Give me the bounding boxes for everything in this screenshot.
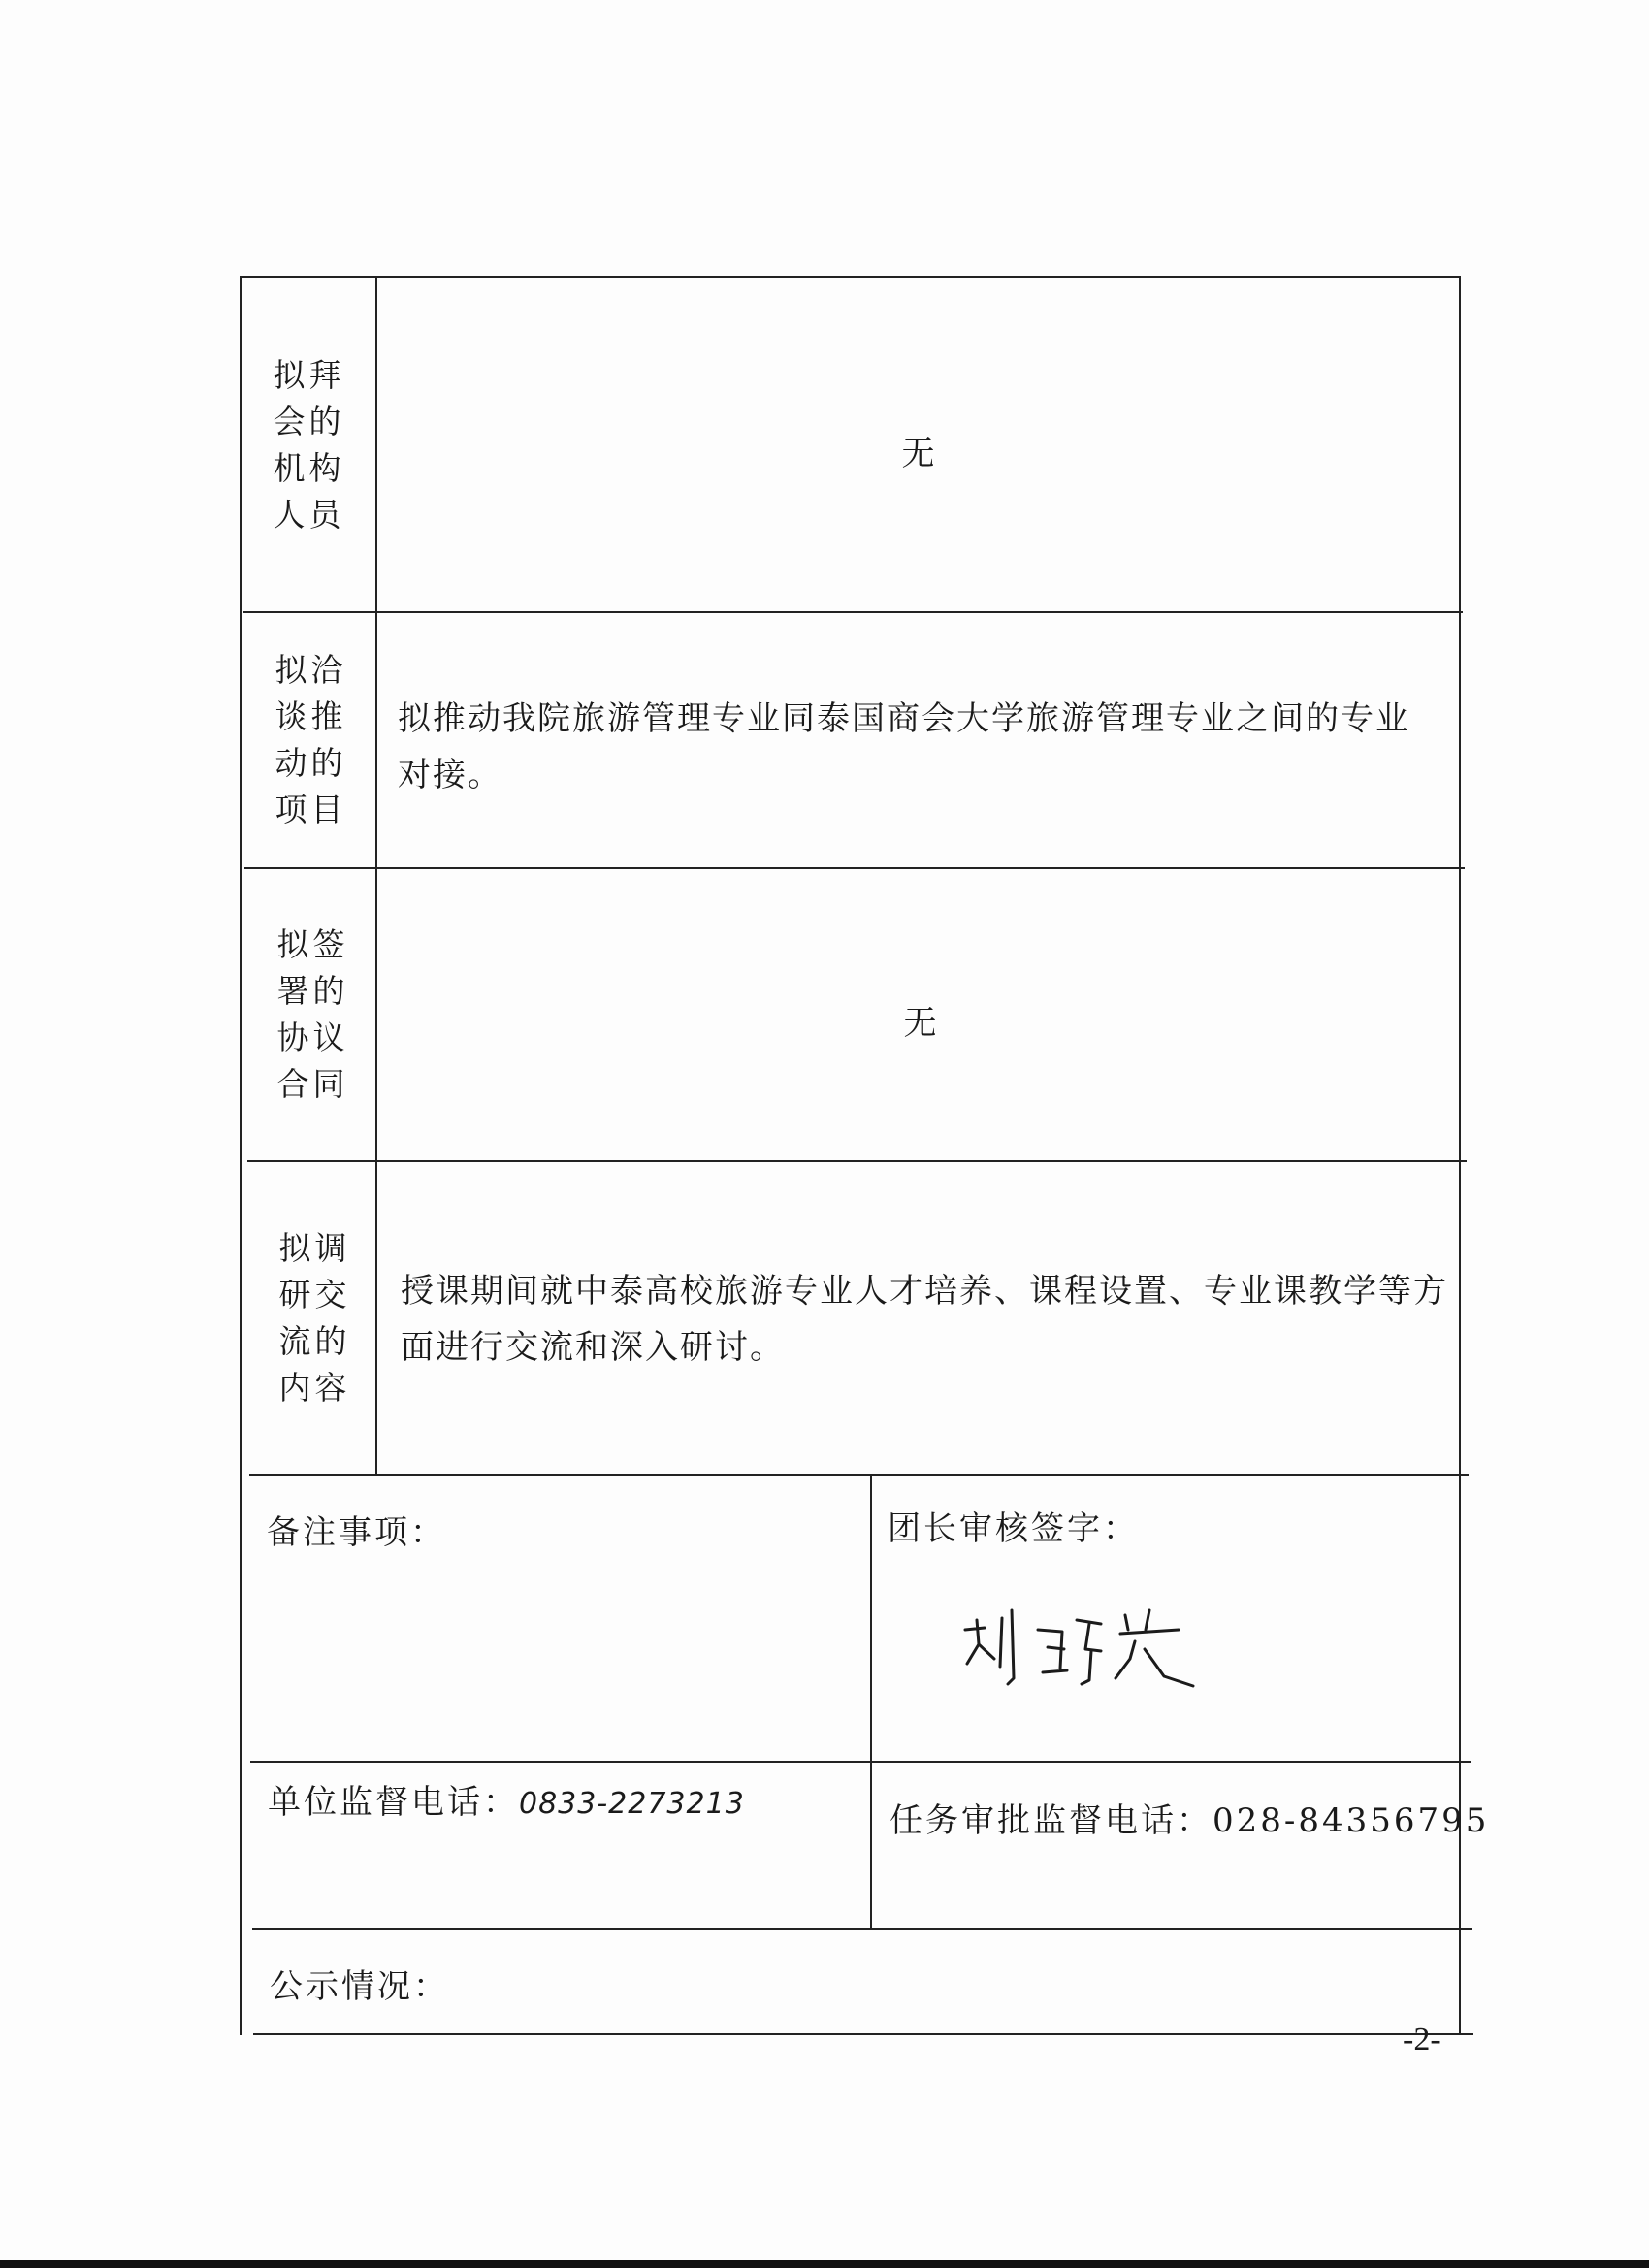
row-content-visit: 无 — [901, 435, 935, 473]
table-bottom-border — [253, 2033, 1473, 2035]
row-label-text: 拟洽谈推动的项目 — [275, 651, 347, 828]
leader-sign-label: 团长审核签字： — [888, 1509, 1139, 1548]
middle-column-divider — [870, 1474, 872, 1930]
remarks-label: 备注事项： — [267, 1513, 446, 1552]
row-divider-3 — [247, 1160, 1467, 1162]
row-divider-2 — [244, 867, 1465, 869]
row-label-text: 拟签署的协议合同 — [276, 925, 349, 1103]
row-label-agreement — [246, 869, 379, 1160]
row-label-project — [244, 613, 377, 867]
approval-phone-label: 任务审批监督电话： — [889, 1801, 1212, 1840]
table-right-border — [1459, 276, 1461, 2035]
row-divider-5 — [250, 1761, 1471, 1763]
row-divider-6 — [252, 1928, 1472, 1930]
row-content-research: 授课期间就中泰高校旅游专业人才培养、课程设置、专业课教学等方面进行交流和深入研讨。 — [401, 1272, 1448, 1367]
approval-phone-value: 028-84356795 — [1212, 1801, 1490, 1840]
unit-phone-label: 单位监督电话： — [268, 1783, 519, 1822]
row-content-agreement: 无 — [903, 1004, 937, 1043]
row-content-project: 拟推动我院旅游管理专业同泰国商会大学旅游管理专业之间的专业对接。 — [398, 699, 1410, 794]
page-number: -2- — [1403, 2022, 1441, 2057]
row-label-visit — [242, 278, 375, 611]
table-left-border — [240, 276, 242, 2035]
scan-edge-bar — [0, 2260, 1649, 2268]
row-divider-4 — [249, 1474, 1469, 1476]
row-label-text: 拟调研交流的内容 — [278, 1229, 351, 1407]
publicity-label: 公示情况： — [270, 1967, 449, 2006]
row-label-research — [248, 1162, 381, 1474]
row-label-text: 拟拜会的机构人员 — [273, 355, 345, 534]
approval-phone-field — [889, 1794, 1489, 1841]
row-divider-1 — [242, 611, 1463, 613]
unit-phone-value: 0833-2273213 — [519, 1787, 745, 1821]
leader-signature-image — [955, 1591, 1227, 1698]
unit-phone-field — [268, 1775, 745, 1823]
table-top-border — [240, 276, 1460, 278]
